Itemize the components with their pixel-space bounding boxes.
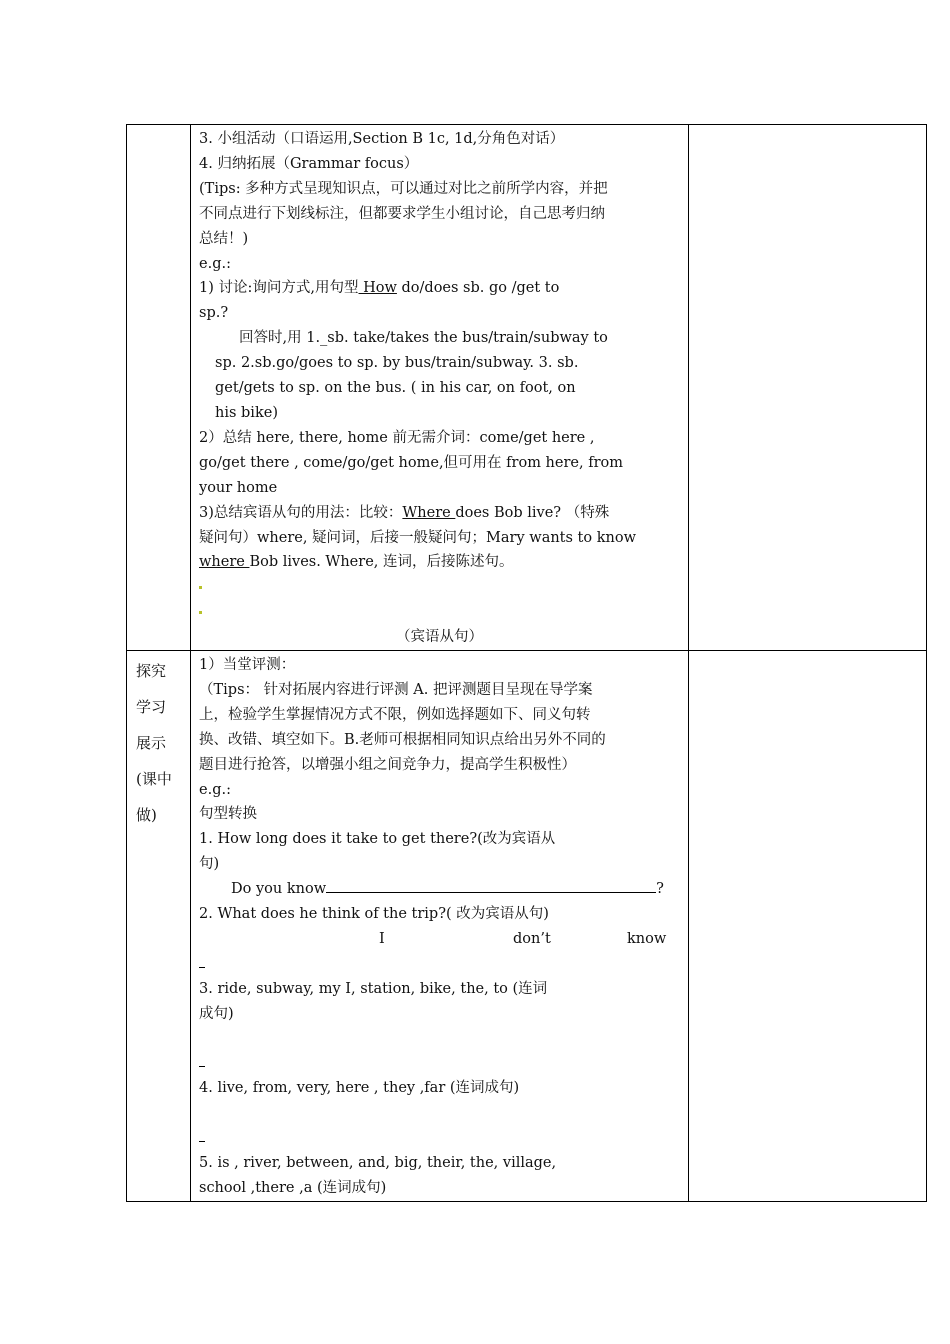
summary-line: go/get there , come/go/get home,但可用在 from here, from — [199, 454, 623, 471]
question-line: school ,there ,a (连词成句) — [199, 1179, 387, 1196]
discussion-line — [199, 276, 680, 301]
caption: （宾语从句） — [396, 629, 483, 646]
question-line: 4. live, from, very, here , they ,far (连词成句) — [199, 1080, 520, 1097]
row2-side-cell — [127, 651, 191, 1202]
lesson-table — [126, 124, 927, 1202]
object-clause-line — [199, 550, 680, 575]
question-line: 5. is , river, between, and, big, their, the, village, — [199, 1155, 557, 1172]
text-line: 3. 小组活动（口语运用,Section B 1c, 1d,分角色对话） — [199, 131, 565, 147]
text-line: 换、改错、填空如下。B.老师可根据相同知识点给出另外不同的 — [199, 731, 606, 748]
side-label: 探究 — [136, 662, 167, 680]
row2-content-cell — [191, 651, 689, 1202]
row1-content-cell — [191, 125, 689, 651]
text-line: 句型转换 — [199, 806, 257, 823]
answer-blank-line — [199, 877, 680, 902]
question-line: 3. ride, subway, my I, station, bike, the, to (连词 — [199, 980, 548, 997]
text-line: 题目进行抢答，以增强小组之间竞争力，提高学生积极性） — [199, 756, 576, 773]
answer-line: his bike) — [215, 404, 278, 421]
question-mark: ? — [656, 881, 664, 898]
answer-line: 回答时,用 1._sb. take/takes the bus/train/subway to — [239, 330, 608, 347]
marker-line — [199, 600, 680, 625]
question-line: 句) — [199, 856, 220, 873]
discussion-rest: do/does sb. go /get to — [396, 280, 560, 297]
word-know: know — [627, 930, 667, 947]
underlined-where-lower: where — [199, 554, 250, 571]
row1-notes-cell — [689, 125, 927, 651]
word-i: I — [379, 930, 385, 947]
table-row — [127, 125, 927, 651]
answer-blank[interactable] — [199, 1126, 680, 1151]
side-label: 做) — [136, 806, 157, 824]
answer-blank[interactable] — [199, 1051, 680, 1076]
spacer — [199, 1027, 680, 1052]
spacer — [199, 1101, 680, 1126]
text-line: （Tips： 针对拓展内容进行评测 A. 把评测题目呈现在导学案 — [199, 681, 593, 698]
table-row — [127, 651, 927, 1202]
row2-notes-cell — [689, 651, 927, 1202]
question-line: 1. How long does it take to get there?(改为宾语从 — [199, 831, 556, 848]
underlined-how: How — [358, 280, 397, 297]
clause-rest: does Bob live? （特殊 — [455, 504, 610, 521]
text-line: 总结！) — [199, 230, 249, 247]
text-line: 1）当堂评测： — [199, 657, 296, 673]
discussion-prefix: 1) 讨论:询问方式,用句型 — [199, 280, 359, 297]
object-clause-line: 疑问句）where, 疑问词，后接一般疑问句；Mary wants to know — [199, 529, 636, 546]
text-line: sp.? — [199, 305, 229, 322]
text-line: (Tips: 多种方式呈现知识点，可以通过对比之前所学内容，并把 — [199, 180, 608, 197]
summary-line: your home — [199, 479, 278, 496]
answer-blank[interactable] — [326, 878, 656, 893]
text-line: 4. 归纳拓展（Grammar focus） — [199, 155, 419, 172]
side-label: 展示 — [136, 734, 167, 752]
summary-line: 2）总结 here, there, home 前无需介词：come/get here , — [199, 429, 595, 446]
question-line: 成句) — [199, 1005, 234, 1022]
underlined-where: Where — [402, 504, 456, 521]
text-line: e.g.: — [199, 781, 231, 798]
answer-line: sp. 2.sb.go/goes to sp. by bus/train/subway. 3. sb. — [215, 355, 579, 372]
answer-line: get/gets to sp. on the bus. ( in his car, on foot, on — [215, 380, 576, 397]
question-line: 2. What does he think of the trip?( 改为宾语从句) — [199, 906, 549, 923]
answer-blank[interactable] — [199, 952, 680, 977]
text-line: e.g.: — [199, 255, 231, 272]
word-dont: don’t — [513, 930, 551, 947]
marker-line — [199, 575, 680, 600]
text-line: 不同点进行下划线标注，但都要求学生小组讨论，自己思考归纳 — [199, 205, 605, 222]
clause-prefix: 3)总结宾语从句的用法：比较： — [199, 504, 403, 521]
row1-side-cell — [127, 125, 191, 651]
clause-rest: Bob lives. Where, 连词，后接陈述句。 — [249, 554, 514, 571]
answer-blank-line — [199, 927, 680, 952]
side-label: (课中 — [136, 770, 172, 788]
text-line: 上，检验学生掌握情况方式不限，例如选择题如下、同义句转 — [199, 706, 591, 723]
side-label: 学习 — [136, 698, 167, 716]
do-you-know: Do you know — [231, 881, 327, 898]
object-clause-line — [199, 501, 680, 526]
